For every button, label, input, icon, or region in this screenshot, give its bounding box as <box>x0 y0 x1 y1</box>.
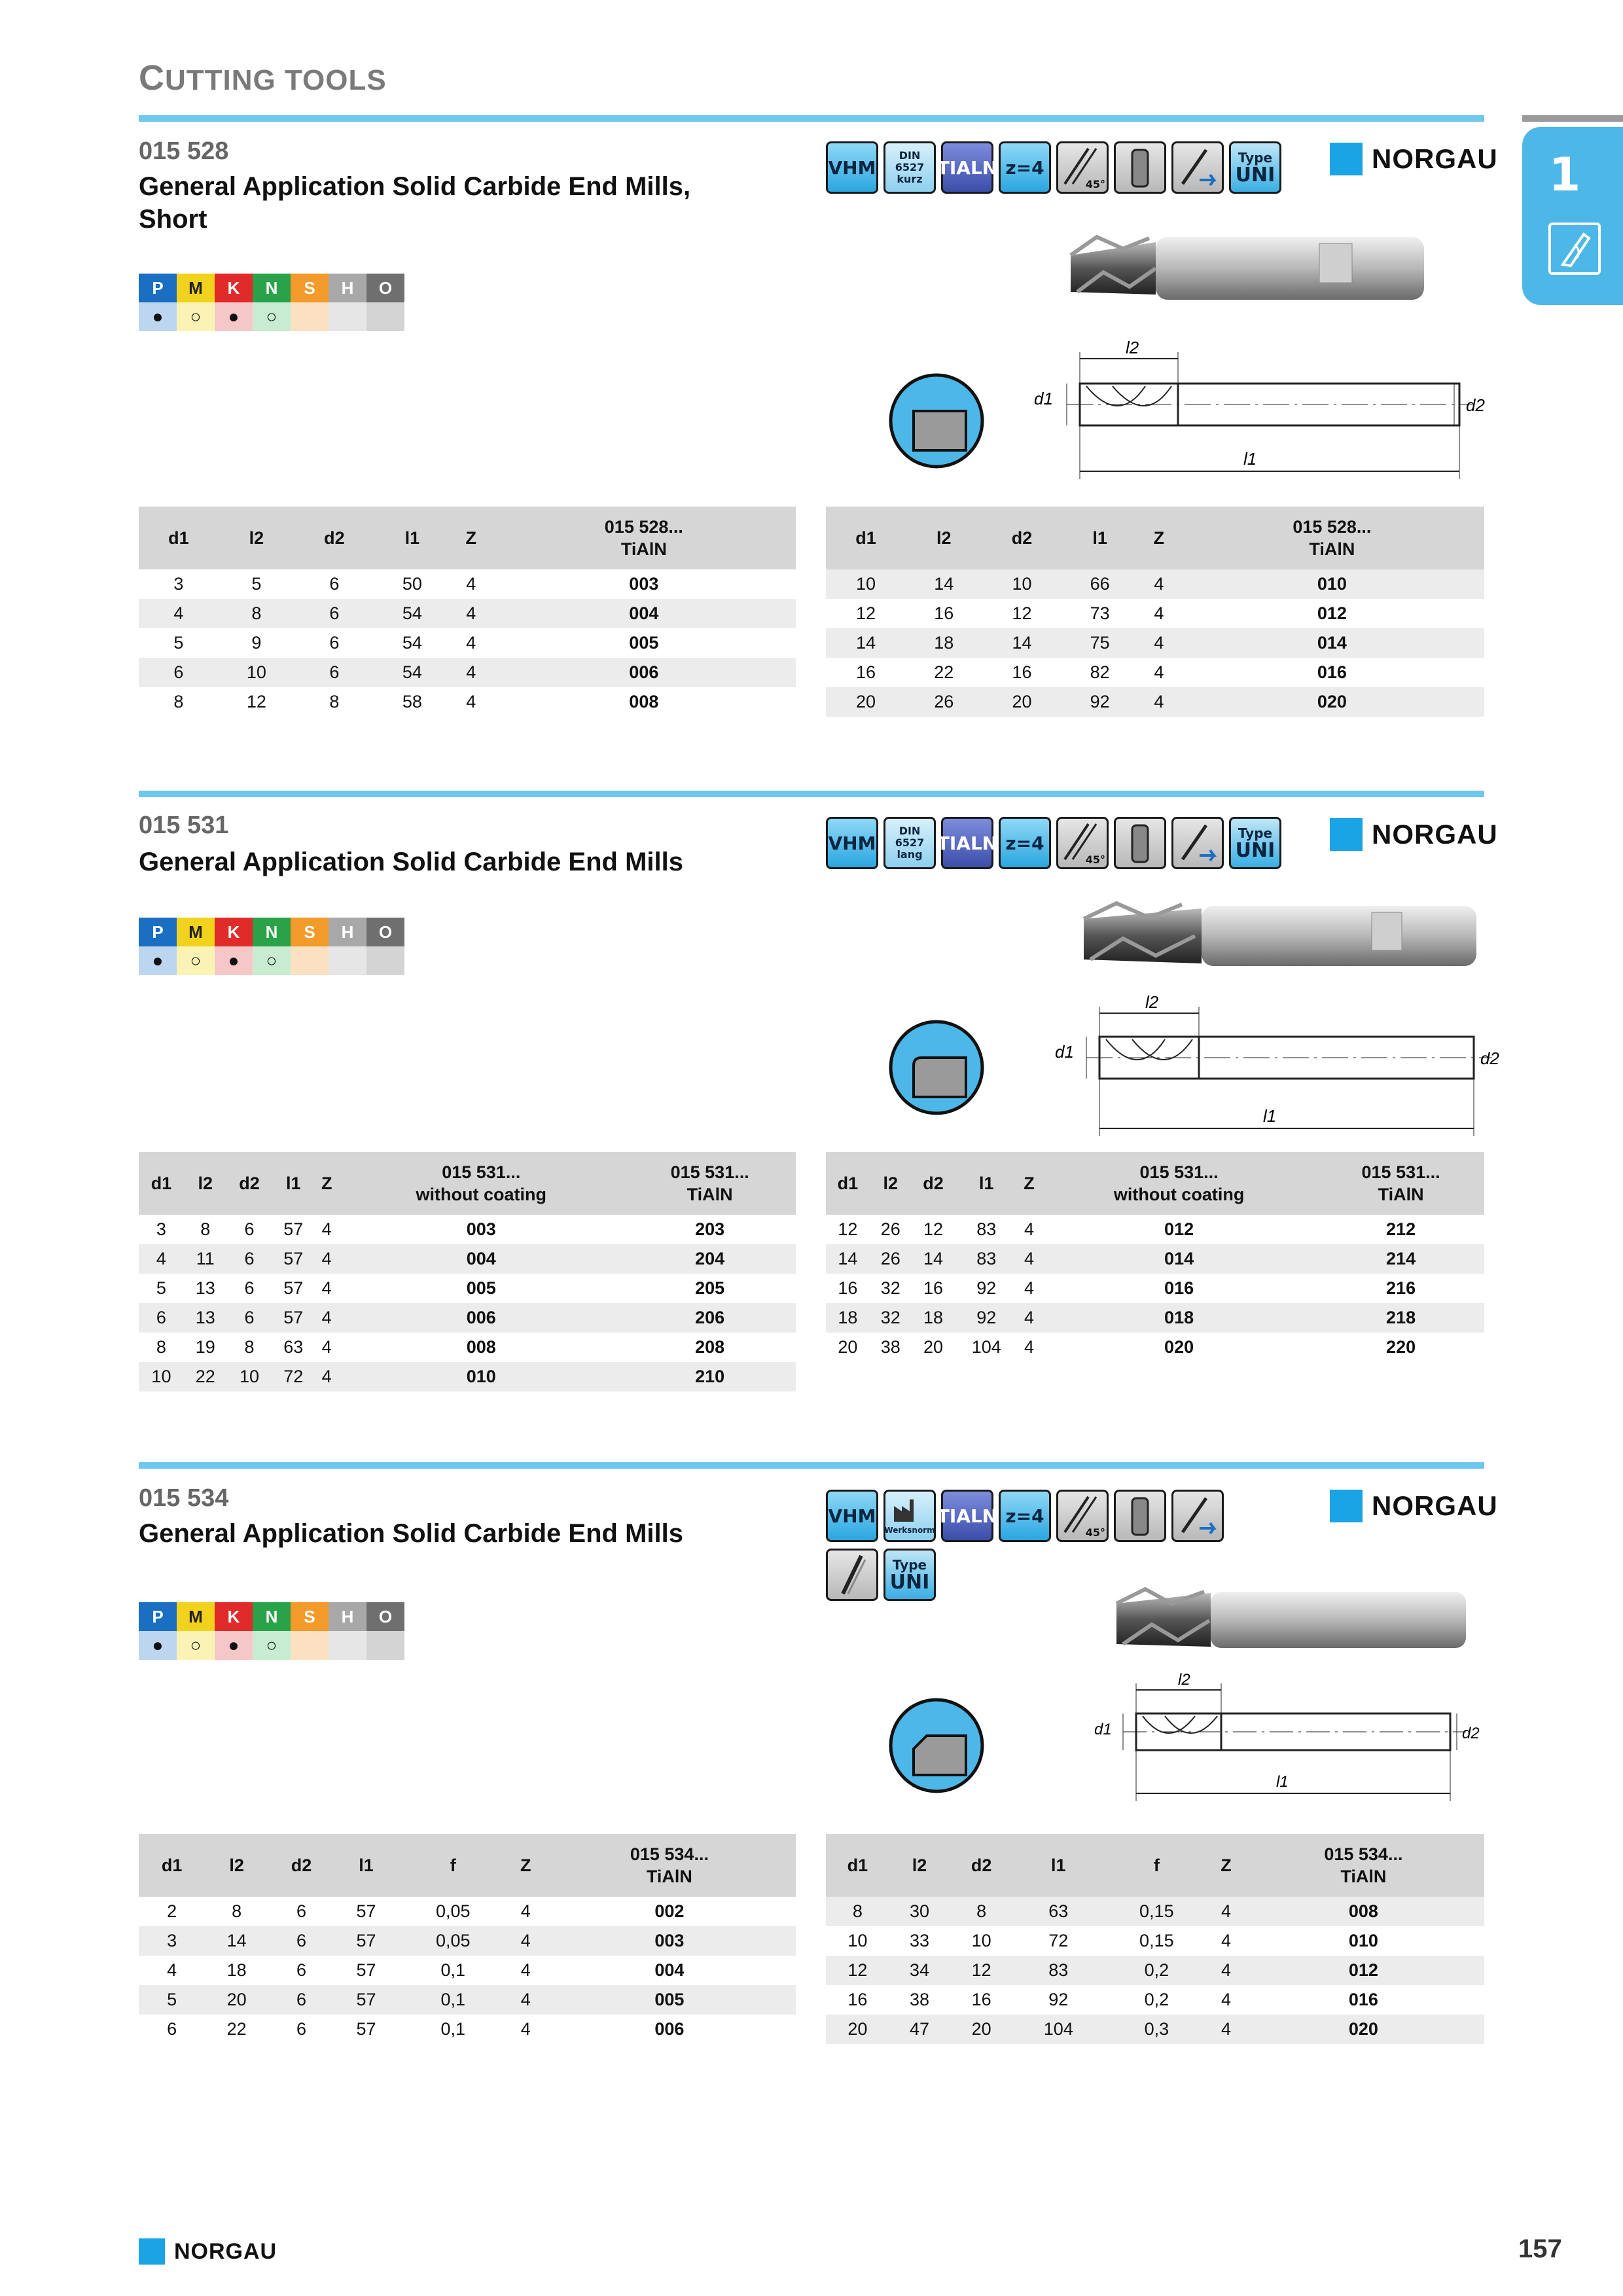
spec-table-left: d1 l2 d2 l1 Z 015 531... without coating 015 531... TiAlN 3 8 6 57 4 003 203 4 11 6 57 4 004 204 5 13 6 57 4 005 205 6 13 6 57 4 006 206 8 19 8 63 4 008 208 10 22 10 72 4 010 210 <box>139 1152 796 1391</box>
section-title: General Application Solid Carbide End Mills <box>139 848 683 876</box>
brand-logo: NORGAU <box>1330 818 1498 851</box>
corner-type-icon <box>887 372 986 470</box>
milling-direction-icon <box>1171 817 1224 869</box>
section-rule <box>139 791 1484 797</box>
corner-type-icon <box>887 1018 986 1117</box>
svg-text:d2: d2 <box>1480 1049 1499 1068</box>
article-code: 015 528 <box>139 137 229 165</box>
material-groups: P ● M ○ K ● N ○ S H O <box>139 1602 404 1660</box>
svg-text:d1: d1 <box>1034 389 1053 408</box>
type-uni-icon: Type UNI <box>1229 817 1281 869</box>
din-lang-icon: DIN 6527 lang <box>883 817 936 869</box>
brand-logo: NORGAU <box>1330 143 1498 175</box>
svg-text:d2: d2 <box>1466 395 1485 415</box>
chapter-number: 1 <box>1548 148 1581 202</box>
brand-logo: NORGAU <box>1330 1490 1498 1522</box>
shank-icon <box>1114 817 1166 869</box>
svg-text:l2: l2 <box>1126 338 1139 357</box>
spec-table-right: d1 l2 d2 l1 Z 015 531... without coating 015 531... TiAlN 12 26 12 83 4 012 212 14 26 14 83 4 014 214 16 32 16 92 4 016 216 18 32 18 92 4 018 218 20 38 20 104 4 020 220 <box>826 1152 1484 1362</box>
footer-brand-logo: NORGAU <box>139 2238 277 2265</box>
spec-table-left: d1 l2 d2 l1 f Z 015 534... TiAlN 2 8 6 57 0,05 4 002 3 14 6 57 0,05 4 003 4 18 6 57 0,1 4 004 5 20 6 57 0,1 4 005 6 22 6 57 0,1 4 006 <box>139 1834 796 2044</box>
svg-text:l2: l2 <box>1145 992 1159 1012</box>
end-mill-icon <box>1548 223 1601 275</box>
property-icons <box>826 817 1281 869</box>
vhm-icon: VHM <box>826 141 878 194</box>
din-kurz-icon: DIN 6527 kurz <box>883 141 936 194</box>
article-code: 015 534 <box>139 1484 229 1512</box>
shank-icon <box>1114 141 1166 194</box>
section-rule <box>139 1462 1484 1469</box>
property-icons <box>826 1490 1224 1542</box>
milling-direction-icon <box>1171 1490 1224 1542</box>
tialn-icon: TIALN <box>941 141 993 194</box>
section-title: General Application Solid Carbide End Mills, Short <box>139 172 691 234</box>
section-title: General Application Solid Carbide End Mills <box>139 1519 683 1548</box>
svg-text:l1: l1 <box>1263 1106 1277 1126</box>
svg-text:l1: l1 <box>1243 449 1257 469</box>
flutes-icon: z=4 <box>999 817 1051 869</box>
vhm-icon: VHM <box>826 817 878 869</box>
helix-45-icon: 45° <box>1056 1490 1109 1542</box>
dimension-drawing <box>1014 327 1499 484</box>
material-groups: P ● M ○ K ● N ○ S H O <box>139 274 404 331</box>
end-mill-photo <box>1106 1584 1472 1656</box>
type-uni-icon: Type UNI <box>883 1549 936 1601</box>
corner-type-icon <box>887 1696 986 1795</box>
chapter-tab[interactable] <box>1522 127 1623 305</box>
side-rule <box>1522 115 1623 122</box>
milling-direction-icon <box>1171 141 1224 194</box>
dimension-drawing <box>1086 1662 1492 1806</box>
svg-text:d1: d1 <box>1055 1042 1074 1062</box>
end-mill-photo <box>1071 895 1483 974</box>
helix-45-icon: 45° <box>1056 817 1109 869</box>
top-rule <box>139 115 1484 122</box>
article-code: 015 531 <box>139 812 229 839</box>
vhm-icon: VHM <box>826 1490 878 1542</box>
property-icons-row2 <box>826 1549 936 1601</box>
werksnorm-icon: Werksnorm <box>883 1490 936 1542</box>
tialn-icon: TIALN <box>941 817 993 869</box>
svg-text:d1: d1 <box>1094 1721 1112 1738</box>
flutes-icon: z=4 <box>999 141 1051 194</box>
page-title: CUTTING TOOLS <box>139 58 387 98</box>
property-icons <box>826 141 1281 194</box>
page-number: 157 <box>1518 2234 1562 2263</box>
svg-text:l1: l1 <box>1276 1773 1289 1791</box>
svg-text:l2: l2 <box>1178 1671 1190 1689</box>
spec-table-left: d1 l2 d2 l1 Z 015 528... TiAlN 3 5 6 50 4 003 4 8 6 54 4 004 5 9 6 54 4 005 6 10 6 54 4 006 8 12 8 58 4 008 <box>139 507 796 717</box>
spec-table-right: d1 l2 d2 l1 Z 015 528... TiAlN 10 14 10 66 4 010 12 16 12 73 4 012 14 18 14 75 4 014 16 22 16 82 4 016 20 26 20 92 4 020 <box>826 507 1484 717</box>
material-groups: P ● M ○ K ● N ○ S H O <box>139 918 404 975</box>
plunge-icon <box>826 1549 878 1601</box>
dimension-drawing <box>1047 982 1505 1139</box>
helix-45-icon: 45° <box>1056 141 1109 194</box>
type-uni-icon: Type UNI <box>1229 141 1281 194</box>
svg-text:d2: d2 <box>1462 1725 1480 1742</box>
flutes-icon: z=4 <box>999 1490 1051 1542</box>
shank-icon <box>1114 1490 1166 1542</box>
tialn-icon: TIALN <box>941 1490 993 1542</box>
end-mill-photo <box>1058 229 1431 308</box>
spec-table-right: d1 l2 d2 l1 f Z 015 534... TiAlN 8 30 8 63 0,15 4 008 10 33 10 72 0,15 4 010 12 34 12 83 0,2 4 012 16 38 16 92 0,2 4 016 20 47 20 104 0,3 4 020 <box>826 1834 1484 2044</box>
